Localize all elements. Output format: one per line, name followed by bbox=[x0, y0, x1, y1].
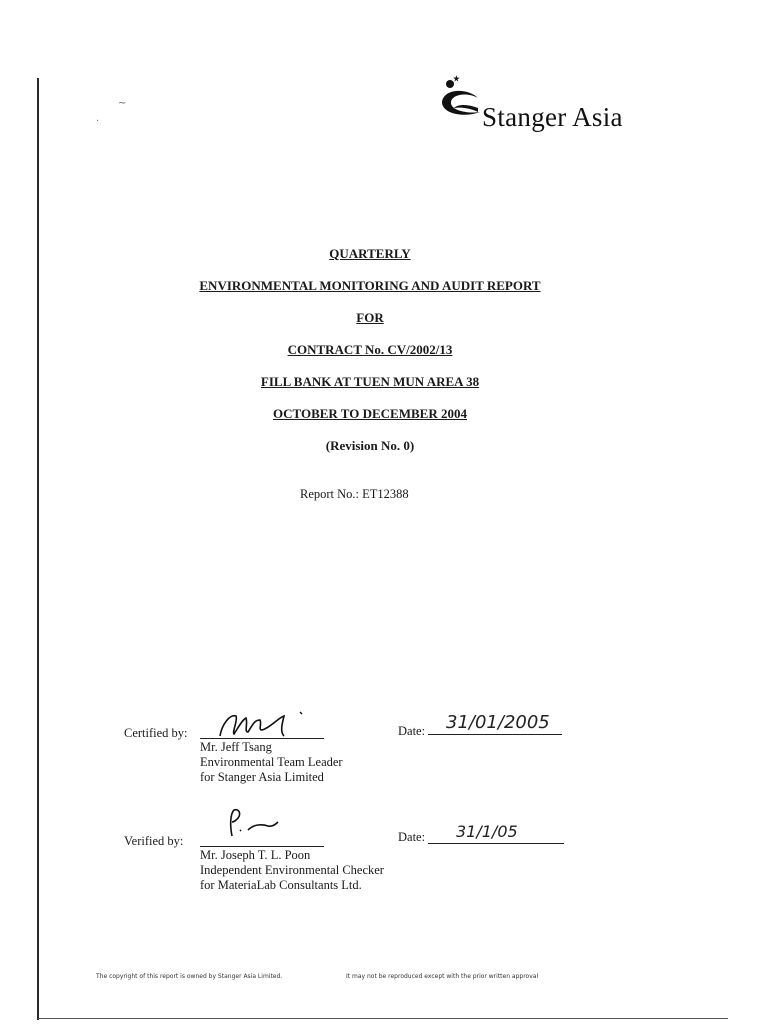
report-title-block bbox=[150, 238, 590, 462]
scan-speck: ~ bbox=[118, 98, 127, 109]
verifier-details bbox=[200, 848, 384, 893]
report-number-line bbox=[300, 487, 409, 502]
verifier-signature bbox=[218, 804, 298, 840]
title-period: OCTOBER TO DECEMBER 2004 bbox=[273, 406, 467, 421]
certifier-details bbox=[200, 740, 343, 785]
certifier-signature-line bbox=[200, 738, 324, 739]
verified-date-line bbox=[428, 843, 564, 844]
left-margin-rule bbox=[37, 78, 39, 1020]
footer-reproduction-notice: It may not be reproduced except with the prior written approval bbox=[346, 973, 539, 980]
verified-by-label: Verified by: bbox=[124, 834, 184, 848]
bottom-margin-rule bbox=[38, 1018, 728, 1019]
certified-date-value: 31/01/2005 bbox=[446, 712, 550, 733]
certifier-name: Mr. Jeff Tsang bbox=[200, 740, 272, 754]
verifier-organisation: for MateriaLab Consultants Ltd. bbox=[200, 878, 362, 892]
certifier-signature bbox=[208, 706, 328, 740]
title-contract-number: CONTRACT No. CV/2002/13 bbox=[287, 342, 453, 357]
certifier-role: Environmental Team Leader bbox=[200, 755, 343, 769]
certified-by-label: Certified by: bbox=[124, 726, 188, 740]
title-quarterly: QUARTERLY bbox=[329, 246, 411, 261]
title-for: FOR bbox=[356, 310, 384, 325]
title-revision: (Revision No. 0) bbox=[325, 438, 415, 453]
brand-name: Stanger Asia bbox=[482, 102, 623, 132]
scan-speck: · bbox=[96, 116, 100, 127]
certified-date-label: Date: bbox=[398, 724, 426, 738]
report-number-value: ET12388 bbox=[362, 487, 409, 501]
company-logo bbox=[438, 74, 668, 134]
verifier-role: Independent Environmental Checker bbox=[200, 863, 384, 877]
report-number-label: Report No.: bbox=[300, 487, 360, 501]
verifier-name: Mr. Joseph T. L. Poon bbox=[200, 848, 311, 862]
verified-date-label: Date: bbox=[398, 830, 426, 844]
title-report-type: ENVIRONMENTAL MONITORING AND AUDIT REPORT bbox=[199, 278, 541, 293]
title-project-name: FILL BANK AT TUEN MUN AREA 38 bbox=[260, 374, 480, 389]
stanger-asia-logo-icon bbox=[438, 74, 484, 124]
certified-date-line bbox=[428, 734, 562, 735]
verified-date-value: 31/1/05 bbox=[456, 822, 518, 841]
verifier-signature-line bbox=[200, 846, 324, 847]
certifier-organisation: for Stanger Asia Limited bbox=[200, 770, 324, 784]
footer-copyright: The copyright of this report is owned by Stanger Asia Limited. bbox=[96, 973, 283, 980]
